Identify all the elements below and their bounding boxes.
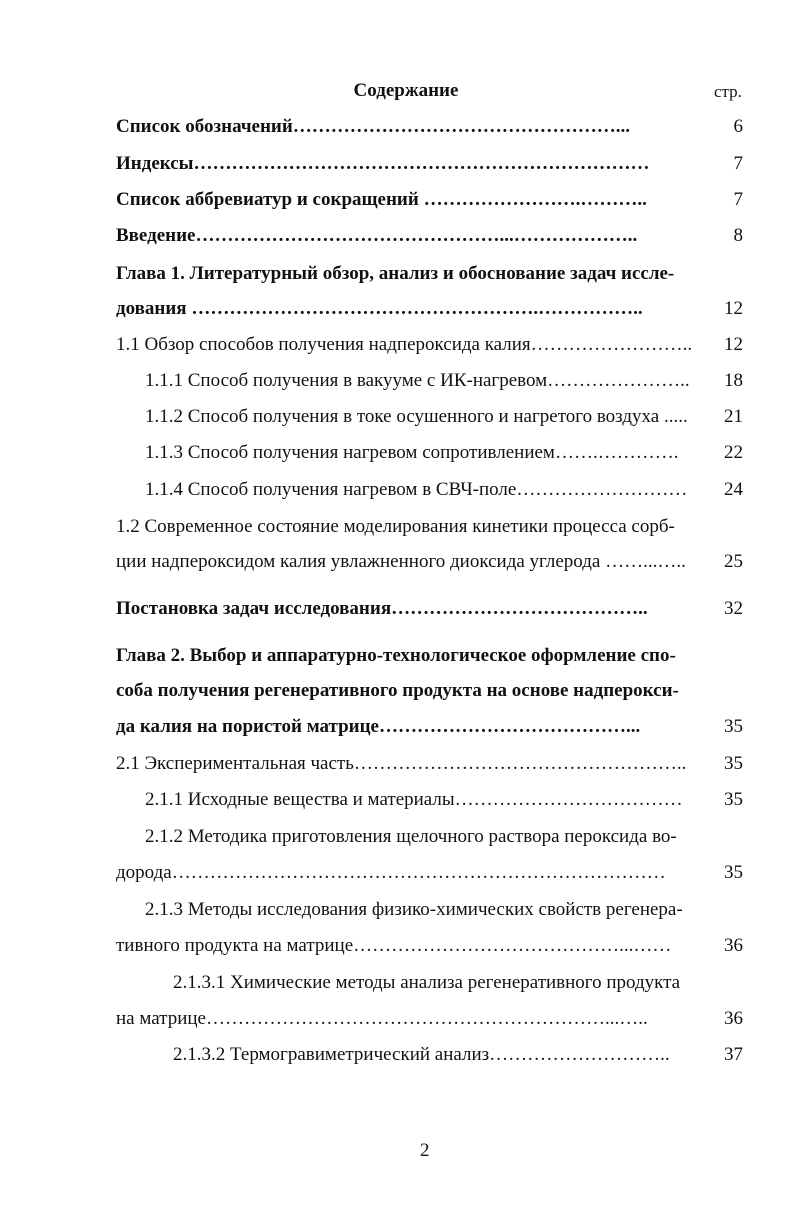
toc-entry-indices xyxy=(0,153,797,183)
toc-entry-page: 7 xyxy=(733,189,743,210)
toc-entry-page: 36 xyxy=(724,1008,743,1029)
toc-chapter-1-line1: Глава 1. Литературный обзор, анализ и обоснование задач иссле- xyxy=(116,263,675,284)
toc-entry-page: 37 xyxy=(724,1044,743,1065)
toc-2-1-3-1-line1: 2.1.3.1 Химические методы анализа регенеративного продукта xyxy=(173,972,681,993)
toc-2-1-2-line1: 2.1.2 Методика приготовления щелочного раствора пероксида во- xyxy=(145,826,677,847)
toc-entry-text: 1.1.2 Способ получения в токе осушенного и нагретого воздуха ..... xyxy=(145,406,688,427)
toc-entry-text: Введение…………………………………………...……………….. xyxy=(116,225,638,246)
toc-entry-page: 25 xyxy=(724,551,743,572)
toc-entry-page: 35 xyxy=(724,753,743,774)
toc-entry-text: 2.1.1 Исходные вещества и материалы……………………………… xyxy=(145,789,683,810)
toc-entry-1-1 xyxy=(0,334,797,364)
toc-entry-page: 18 xyxy=(724,370,743,391)
toc-entry-text: 2.1.3.2 Термогравиметрический анализ……………………….. xyxy=(173,1044,670,1065)
toc-entry-text: тивного продукта на матрице……………………………………...…… xyxy=(116,935,672,956)
toc-entry-abbreviations xyxy=(0,189,797,219)
toc-entry-introduction xyxy=(0,225,797,255)
toc-entry-page: 35 xyxy=(724,789,743,810)
toc-entry-2-1-1 xyxy=(0,789,797,819)
toc-entry-2-1-3-2 xyxy=(0,1044,797,1074)
toc-entry-text: 1.1.1 Способ получения в вакууме с ИК-нагревом………………….. xyxy=(145,370,690,391)
toc-entry-page: 35 xyxy=(724,862,743,883)
toc-entry-text: да калия на пористой матрице…………………………………... xyxy=(116,716,641,737)
toc-entry-page: 12 xyxy=(724,334,743,355)
toc-entry-2-1-3 xyxy=(0,935,797,965)
page-column-header: стр. xyxy=(714,82,742,101)
toc-entry-1-1-2 xyxy=(0,406,797,436)
toc-entry-page: 12 xyxy=(724,298,743,319)
toc-entry-2-1 xyxy=(0,753,797,783)
toc-entry-symbols xyxy=(0,116,797,146)
toc-entry-problem-statement xyxy=(0,598,797,628)
toc-entry-text: Список обозначений……………………………………………... xyxy=(116,116,631,137)
toc-2-1-3-line1: 2.1.3 Методы исследования физико-химических свойств регенера- xyxy=(145,899,683,920)
toc-entry-text: дорода…………………………………………………………………… xyxy=(116,862,666,883)
toc-chapter-2-line1: Глава 2. Выбор и аппаратурно-технологическое оформление спо- xyxy=(116,645,676,666)
toc-entry-text: дования ……………………………………………….…………….. xyxy=(116,298,643,319)
toc-entry-page: 32 xyxy=(724,598,743,619)
toc-entry-page: 22 xyxy=(724,442,743,463)
toc-entry-text: Постановка задач исследования………………………………….. xyxy=(116,598,648,619)
toc-entry-chapter-2 xyxy=(0,716,797,746)
toc-entry-1-1-1 xyxy=(0,370,797,400)
toc-entry-page: 35 xyxy=(724,716,743,737)
toc-entry-text: ции надпероксидом калия увлажненного диоксида углерода ……...….. xyxy=(116,551,686,572)
toc-entry-text: Индексы……………………………………………………………… xyxy=(116,153,650,174)
toc-entry-text: на матрице………………………………………………………...….. xyxy=(116,1008,648,1029)
toc-entry-chapter-1 xyxy=(0,298,797,328)
toc-entry-text: 2.1 Экспериментальная часть…………………………………………….. xyxy=(116,753,687,774)
toc-entry-page: 36 xyxy=(724,935,743,956)
page-number: 2 xyxy=(420,1140,430,1161)
toc-entry-page: 7 xyxy=(733,153,743,174)
toc-entry-page: 6 xyxy=(733,116,743,137)
page-title: Содержание xyxy=(353,80,459,101)
toc-entry-page: 8 xyxy=(733,225,743,246)
toc-entry-2-1-2 xyxy=(0,862,797,892)
toc-entry-text: 1.1 Обзор способов получения надпероксида калия…………………….. xyxy=(116,334,693,355)
toc-entry-text: 1.1.4 Способ получения нагревом в СВЧ-поле……………………… xyxy=(145,479,688,500)
toc-entry-text: 1.1.3 Способ получения нагревом сопротивлением…….…………. xyxy=(145,442,679,463)
toc-entry-1-2 xyxy=(0,551,797,581)
toc-entry-1-1-3 xyxy=(0,442,797,472)
toc-entry-text: Список аббревиатур и сокращений …………………….……….. xyxy=(116,189,647,210)
toc-entry-page: 24 xyxy=(724,479,743,500)
toc-1-2-line1: 1.2 Современное состояние моделирования кинетики процесса сорб- xyxy=(116,516,675,537)
toc-entry-page: 21 xyxy=(724,406,743,427)
toc-entry-2-1-3-1 xyxy=(0,1008,797,1038)
toc-chapter-2-line2: соба получения регенеративного продукта на основе надперокси- xyxy=(116,680,679,701)
toc-entry-1-1-4 xyxy=(0,479,797,509)
